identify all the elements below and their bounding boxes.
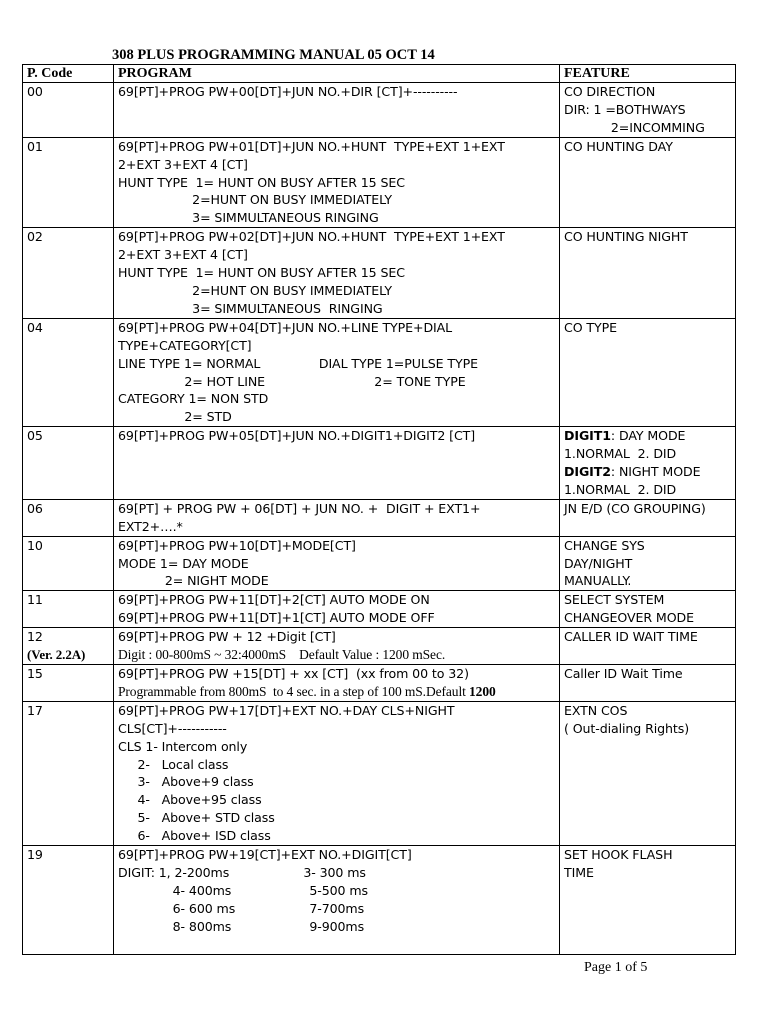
program-note-default-value: 1200 <box>469 683 496 699</box>
program-line: 3= SIMMULTANEOUS RINGING <box>118 210 379 226</box>
table-row <box>23 701 736 845</box>
program-line: 69[PT]+PROG PW+11[DT]+2[CT] AUTO MODE ON <box>118 592 430 608</box>
program-line: 69[PT]+PROG PW+02[DT]+JUN NO.+HUNT TYPE+EXT 1+EXT <box>118 229 505 245</box>
p-code-cell <box>23 701 114 845</box>
program-line: 8- 800ms 9-900ms <box>118 918 365 934</box>
feature-line: CO TYPE <box>564 319 617 335</box>
header-program: PROGRAM <box>114 65 560 83</box>
feature-line <box>564 481 731 499</box>
program-line: 69[PT]+PROG PW +15[DT] + xx [CT] (xx from 00 to 32) <box>118 666 469 681</box>
feature-line: CHANGEOVER MODE <box>564 610 694 626</box>
table-row <box>23 665 736 702</box>
feature-text: : NIGHT MODE <box>610 464 701 480</box>
feature-cell <box>560 591 736 628</box>
program-line: 69[PT]+PROG PW+11[DT]+1[CT] AUTO MODE OFF <box>118 610 435 626</box>
p-code: 02 <box>27 229 43 245</box>
feature-line: CO DIRECTION <box>564 84 656 99</box>
p-code: 00 <box>27 84 43 99</box>
feature-line <box>564 445 731 463</box>
program-line: 2+EXT 3+EXT 4 [CT] <box>118 156 248 172</box>
feature-cell <box>560 665 736 702</box>
page-number: Page 1 of 5 <box>584 960 648 975</box>
feature-line: CALLER ID WAIT TIME <box>564 629 698 645</box>
feature-line: CO HUNTING DAY <box>564 138 673 154</box>
feature-cell <box>560 427 736 500</box>
program-note-text: Programmable from 800mS to 4 sec. in a step of 100 mS.Default <box>118 683 470 699</box>
program-note <box>118 646 555 664</box>
feature-line: CHANGE SYS <box>564 537 645 553</box>
feature-cell <box>560 83 736 138</box>
program-line: 69[PT] + PROG PW + 06[DT] + JUN NO. + DIGIT + EXT1+ <box>118 500 481 516</box>
feature-cell <box>560 628 736 665</box>
program-cell <box>114 591 560 628</box>
program-line: 2= HOT LINE 2= TONE TYPE <box>118 373 466 389</box>
program-line: EXT2+….* <box>118 518 183 534</box>
feature-text: 1.NORMAL 2. DID <box>564 481 677 497</box>
feature-line: DAY/NIGHT <box>564 555 633 571</box>
feature-line: 2=INCOMMING <box>564 119 705 135</box>
feature-term: DIGIT1 <box>564 428 611 444</box>
feature-line: CO HUNTING NIGHT <box>564 229 688 245</box>
p-code-cell <box>23 318 114 426</box>
p-code: 17 <box>27 702 43 718</box>
program-line: 69[PT]+PROG PW+17[DT]+EXT NO.+DAY CLS+NIGHT <box>118 702 455 718</box>
feature-line <box>564 427 731 445</box>
table-row <box>23 83 736 138</box>
feature-line: JN E/D (CO GROUPING) <box>564 500 706 516</box>
program-cell <box>114 427 560 500</box>
feature-line: ( Out-dialing Rights) <box>564 720 690 736</box>
program-line: TYPE+CATEGORY[CT] <box>118 337 252 353</box>
feature-line: SET HOOK FLASH <box>564 847 673 863</box>
table-row <box>23 591 736 628</box>
programming-table <box>22 64 736 955</box>
program-note-text: Digit : 00-800mS ~ 32:4000mS Default Value : 1200 mSec. <box>118 647 446 663</box>
table-row <box>23 536 736 591</box>
table-row <box>23 499 736 536</box>
feature-cell <box>560 701 736 845</box>
program-cell <box>114 701 560 845</box>
p-code-cell <box>23 499 114 536</box>
p-code-cell <box>23 83 114 138</box>
program-line: 2=HUNT ON BUSY IMMEDIATELY <box>118 282 392 298</box>
feature-line: DIR: 1 =BOTHWAYS <box>564 101 686 117</box>
program-cell <box>114 228 560 319</box>
program-cell <box>114 499 560 536</box>
program-cell <box>114 137 560 228</box>
table-row <box>23 846 736 954</box>
feature-cell <box>560 228 736 319</box>
program-line: 69[PT]+PROG PW+00[DT]+JUN NO.+DIR [CT]+---------- <box>118 84 458 99</box>
p-code-cell <box>23 665 114 702</box>
p-code: 19 <box>27 847 43 863</box>
table-row <box>23 427 736 500</box>
table-row <box>23 228 736 319</box>
p-code-cell <box>23 536 114 591</box>
program-cell <box>114 628 560 665</box>
program-line: 4- Above+95 class <box>118 792 262 808</box>
program-note <box>118 683 555 701</box>
feature-line: TIME <box>564 864 594 880</box>
p-code: 01 <box>27 138 43 154</box>
p-code: 10 <box>27 537 43 553</box>
feature-line: MANUALLY. <box>564 573 632 589</box>
program-line: 69[PT]+PROG PW+04[DT]+JUN NO.+LINE TYPE+DIAL <box>118 319 453 335</box>
feature-cell <box>560 536 736 591</box>
p-code: 06 <box>27 500 43 516</box>
program-line: 2- Local class <box>118 756 229 772</box>
program-cell <box>114 846 560 954</box>
program-line: CLS 1- Intercom only <box>118 738 248 754</box>
program-line: LINE TYPE 1= NORMAL DIAL TYPE 1=PULSE TYPE <box>118 355 478 371</box>
table-row <box>23 137 736 228</box>
program-line <box>118 936 555 954</box>
p-code: 04 <box>27 319 43 335</box>
header-p-code: P. Code <box>23 65 114 83</box>
program-line: 69[PT]+PROG PW+19[CT]+EXT NO.+DIGIT[CT] <box>118 847 412 863</box>
table-row <box>23 318 736 426</box>
program-cell <box>114 665 560 702</box>
program-line: 3= SIMMULTANEOUS RINGING <box>118 300 383 316</box>
feature-text: 1.NORMAL 2. DID <box>564 446 677 462</box>
feature-term: DIGIT2 <box>564 464 611 480</box>
program-line: 6- Above+ ISD class <box>118 828 271 844</box>
program-line: 2= NIGHT MODE <box>118 573 269 589</box>
program-line: CLS[CT]+----------- <box>118 720 227 736</box>
program-line: 69[PT]+PROG PW + 12 +Digit [CT] <box>118 629 336 645</box>
version-label: (Ver. 2.2A) <box>27 647 86 663</box>
p-code: 11 <box>27 592 43 608</box>
program-line: 5- Above+ STD class <box>118 810 275 826</box>
program-cell <box>114 83 560 138</box>
feature-cell <box>560 499 736 536</box>
p-code-cell <box>23 628 114 665</box>
program-cell <box>114 318 560 426</box>
feature-cell <box>560 318 736 426</box>
program-line: CATEGORY 1= NON STD <box>118 391 269 407</box>
feature-line: SELECT SYSTEM <box>564 592 665 608</box>
program-line: 69[PT]+PROG PW+01[DT]+JUN NO.+HUNT TYPE+EXT 1+EXT <box>118 138 505 154</box>
program-cell <box>114 536 560 591</box>
feature-text: : DAY MODE <box>610 428 686 444</box>
p-code-cell <box>23 591 114 628</box>
program-line: 2=HUNT ON BUSY IMMEDIATELY <box>118 192 392 208</box>
p-code-cell <box>23 228 114 319</box>
program-line: 69[PT]+PROG PW+05[DT]+JUN NO.+DIGIT1+DIGIT2 [CT] <box>118 428 476 444</box>
program-line: MODE 1= DAY MODE <box>118 555 249 571</box>
p-code: 15 <box>27 666 43 681</box>
p-code-cell <box>23 846 114 954</box>
table-header-row <box>23 65 736 83</box>
table-row <box>23 628 736 665</box>
program-line: 3- Above+9 class <box>118 774 254 790</box>
header-feature: FEATURE <box>560 65 736 83</box>
feature-cell <box>560 846 736 954</box>
program-line: 6- 600 ms 7-700ms <box>118 900 365 916</box>
p-code-cell <box>23 427 114 500</box>
feature-line: EXTN COS <box>564 702 628 718</box>
document-title: 308 PLUS PROGRAMMING MANUAL 05 OCT 14 <box>112 47 435 63</box>
program-line: 69[PT]+PROG PW+10[DT]+MODE[CT] <box>118 537 356 553</box>
program-line: HUNT TYPE 1= HUNT ON BUSY AFTER 15 SEC <box>118 174 405 190</box>
program-line: 2+EXT 3+EXT 4 [CT] <box>118 247 248 263</box>
feature-line: Caller ID Wait Time <box>564 666 683 681</box>
program-line: 4- 400ms 5-500 ms <box>118 882 368 898</box>
p-code-cell <box>23 137 114 228</box>
p-code: 12 <box>27 629 43 645</box>
feature-line <box>564 463 731 481</box>
program-line: HUNT TYPE 1= HUNT ON BUSY AFTER 15 SEC <box>118 265 405 281</box>
program-line: DIGIT: 1, 2-200ms 3- 300 ms <box>118 864 366 880</box>
p-code: 05 <box>27 428 43 444</box>
program-line: 2= STD <box>118 409 232 425</box>
feature-cell <box>560 137 736 228</box>
